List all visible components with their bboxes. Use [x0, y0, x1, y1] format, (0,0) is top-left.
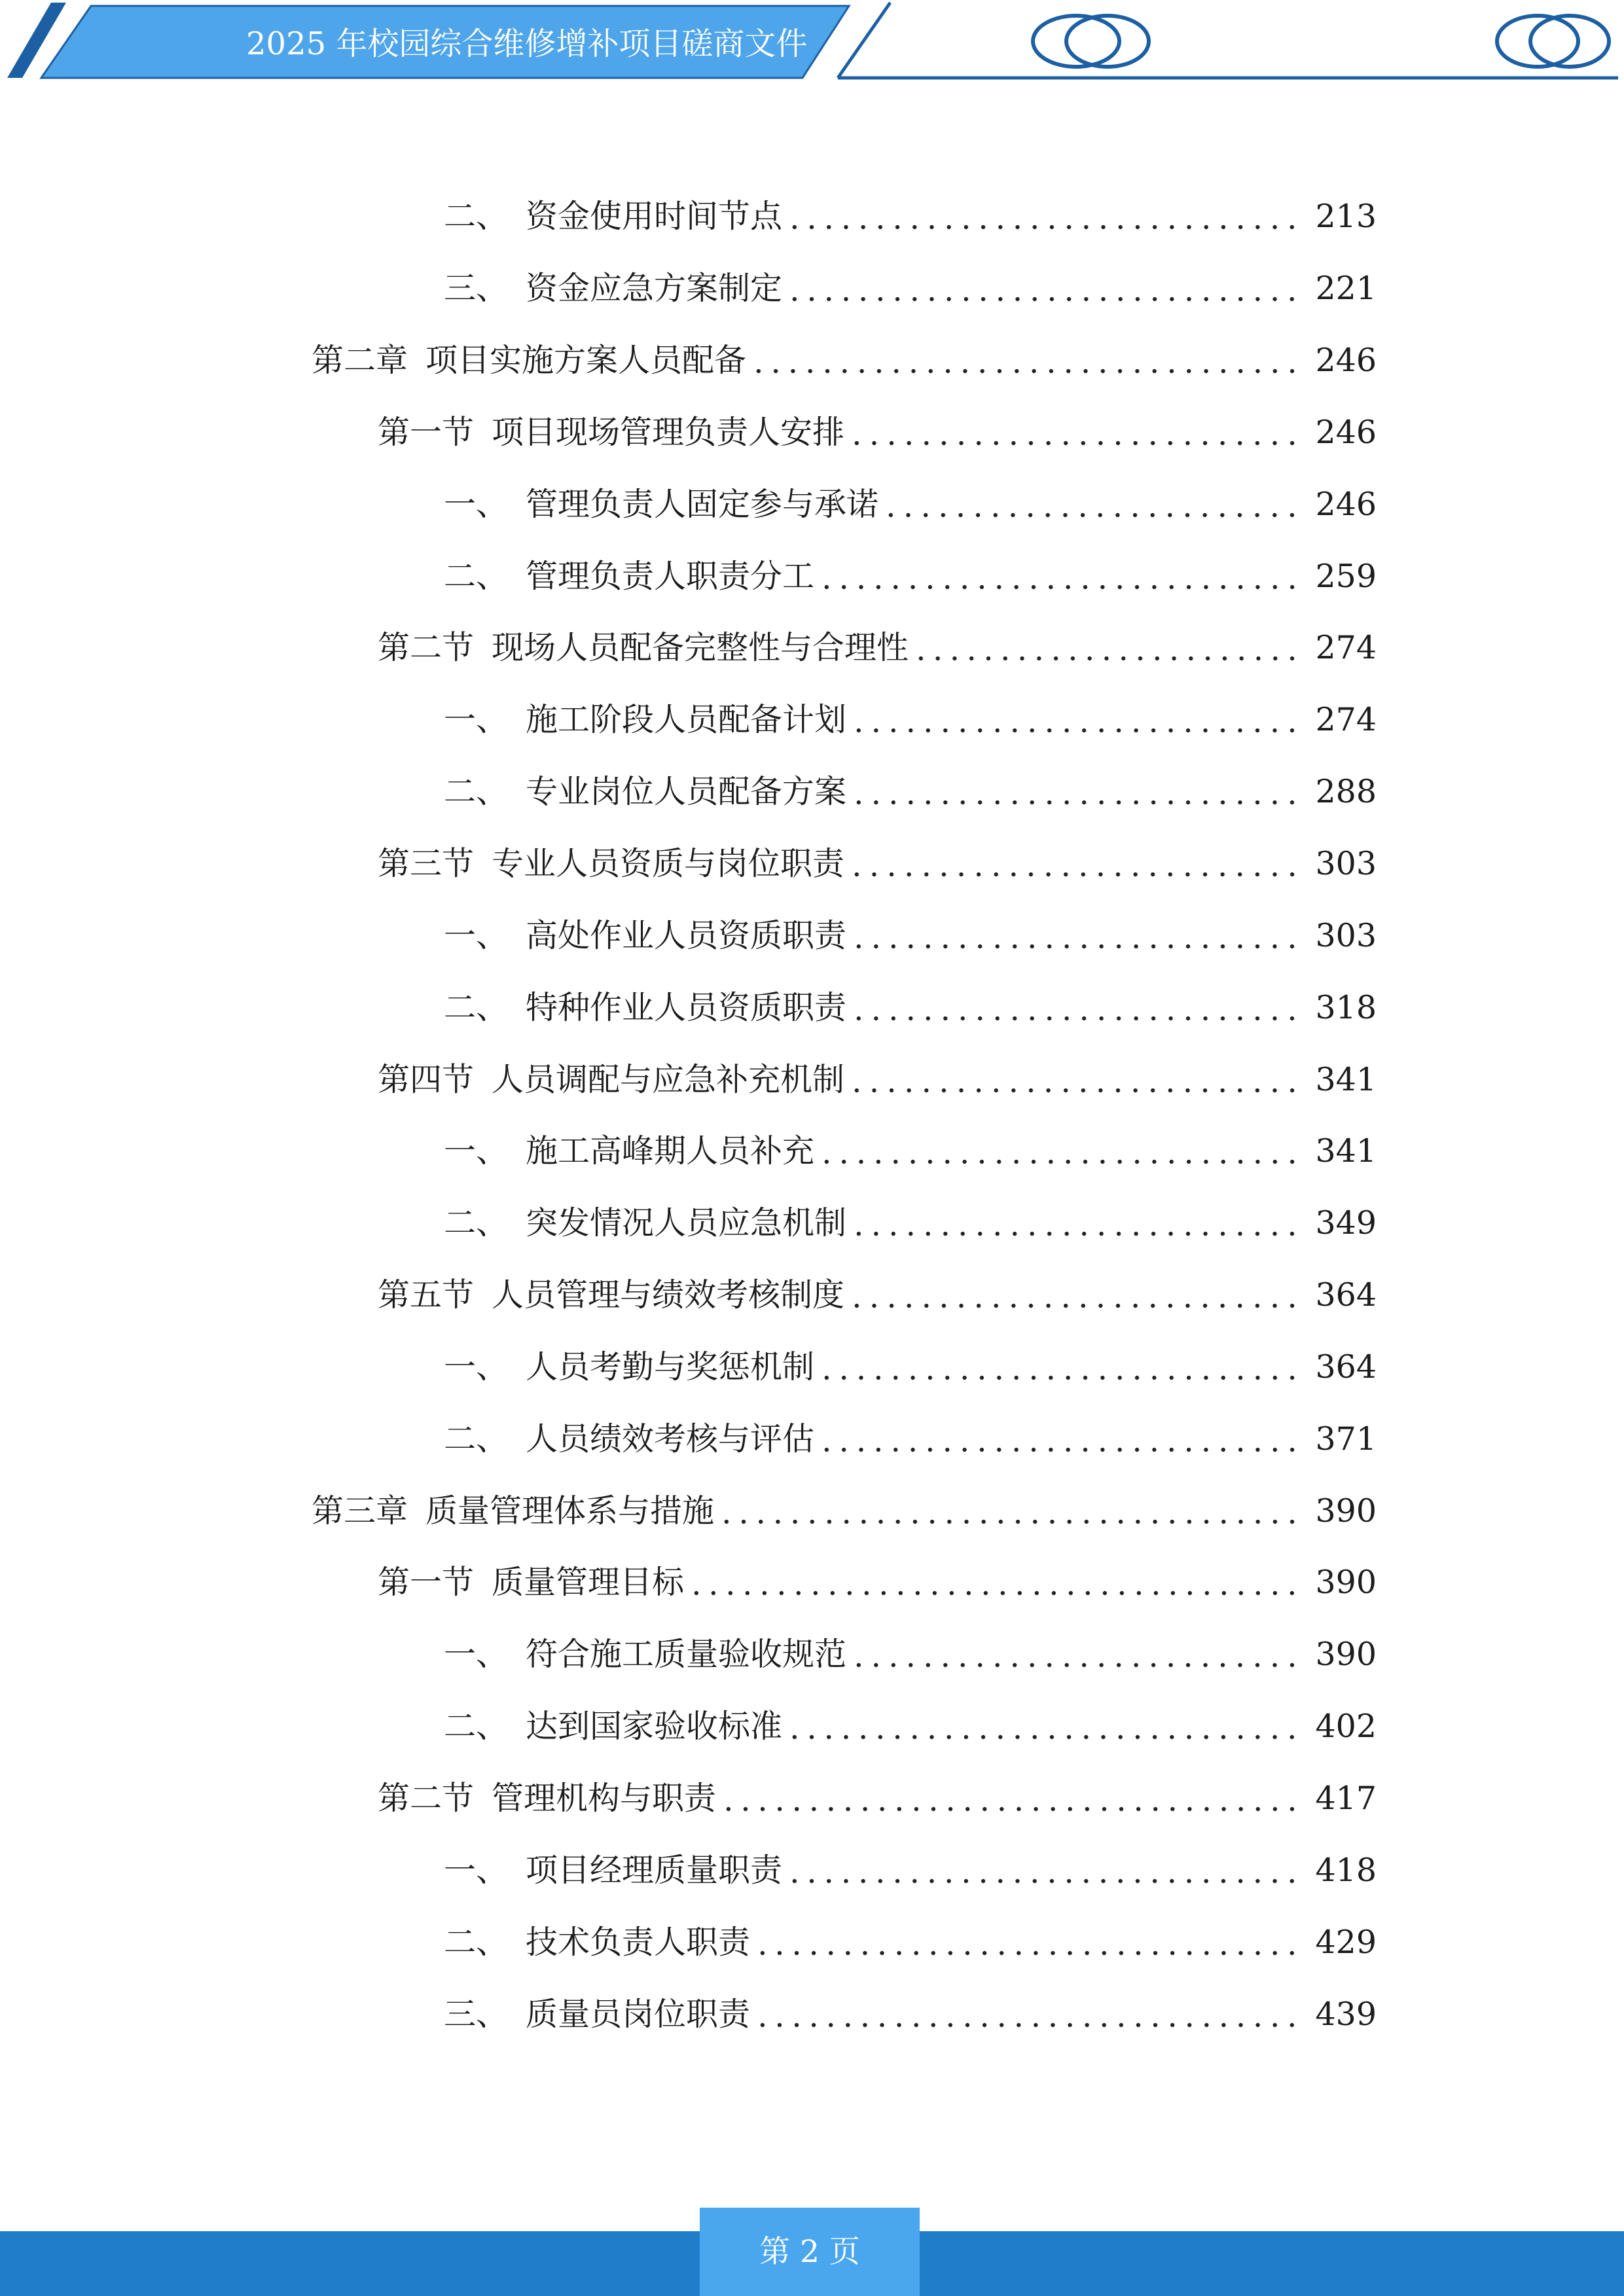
toc-entry[interactable] — [0, 397, 1377, 469]
dot-leader — [912, 632, 1301, 664]
toc-entry-number: 一、 — [444, 916, 509, 954]
toc-entry-page: 303 — [1315, 916, 1377, 954]
toc-entry[interactable] — [0, 1619, 1377, 1691]
toc-entry[interactable] — [0, 325, 1377, 397]
toc-entry-title: 资金应急方案制定 — [526, 270, 783, 308]
toc-entry-page: 341 — [1315, 1132, 1377, 1170]
toc-entry-title: 管理负责人固定参与承诺 — [526, 485, 879, 523]
toc-entry[interactable] — [0, 1403, 1377, 1475]
toc-entry-page: 341 — [1315, 1060, 1377, 1098]
toc-entry-title: 专业人员资质与岗位职责 — [492, 845, 845, 883]
dot-leader — [848, 1064, 1301, 1096]
toc-entry-title: 施工阶段人员配备计划 — [526, 701, 847, 739]
toc-entry-number: 二、 — [444, 1708, 509, 1746]
toc-entry-number: 二、 — [444, 773, 509, 811]
toc-entry-number: 第一节 — [378, 1564, 475, 1602]
toc-entry[interactable] — [0, 1187, 1377, 1259]
toc-entry-title: 人员管理与绩效考核制度 — [492, 1276, 845, 1314]
toc-entry-page: 439 — [1315, 1995, 1377, 2033]
toc-entry-number: 第四节 — [378, 1060, 475, 1098]
toc-entry-number: 二、 — [444, 1420, 509, 1458]
dot-leader — [786, 1854, 1301, 1886]
toc-entry-title: 项目实施方案人员配备 — [425, 342, 747, 380]
dot-leader — [882, 488, 1301, 520]
dot-leader — [850, 992, 1301, 1024]
dot-leader — [848, 1279, 1301, 1311]
toc-entry-title: 达到国家验收标准 — [526, 1708, 783, 1746]
toc-entry-number: 二、 — [444, 1923, 509, 1961]
dot-leader — [850, 776, 1301, 808]
toc-entry-page: 364 — [1315, 1348, 1377, 1386]
toc-entry[interactable] — [0, 756, 1377, 828]
toc-entry-title: 管理机构与职责 — [492, 1779, 717, 1817]
toc-entry-page: 303 — [1315, 845, 1377, 883]
dot-leader — [688, 1566, 1301, 1598]
header-decoration — [0, 0, 1624, 85]
dot-leader — [720, 1782, 1301, 1814]
toc-entry-title: 质量管理体系与措施 — [425, 1492, 715, 1530]
toc-entry[interactable] — [0, 1906, 1377, 1978]
toc-entry-page: 246 — [1315, 485, 1377, 523]
toc-entry-page: 390 — [1315, 1564, 1377, 1602]
toc-entry-title: 突发情况人员应急机制 — [526, 1204, 847, 1242]
toc-entry-title: 人员调配与应急补充机制 — [492, 1060, 845, 1098]
toc-entry[interactable] — [0, 1475, 1377, 1547]
toc-entry-page: 364 — [1315, 1276, 1377, 1314]
toc-entry-page: 259 — [1315, 557, 1377, 595]
toc-entry[interactable] — [0, 1259, 1377, 1331]
dot-leader — [818, 1423, 1301, 1455]
toc-entry-number: 一、 — [444, 1636, 509, 1674]
toc-entry-number: 第三节 — [378, 845, 475, 883]
toc-entry-title: 项目现场管理负责人安排 — [492, 413, 845, 451]
toc-entry-number: 第二节 — [378, 1779, 475, 1817]
toc-entry-page: 246 — [1315, 413, 1377, 451]
toc-entry[interactable] — [0, 971, 1377, 1043]
toc-entry-number: 第三章 — [312, 1492, 408, 1530]
dot-leader — [818, 1351, 1301, 1383]
dot-leader — [754, 1998, 1301, 2030]
page-number-label: 第 2 页 — [759, 2234, 860, 2270]
dot-leader — [786, 200, 1301, 232]
double-ring-logo-icon — [1497, 16, 1609, 67]
toc-entry-page: 288 — [1315, 773, 1377, 811]
toc-entry-title: 质量员岗位职责 — [526, 1995, 751, 2033]
toc-entry-number: 二、 — [444, 198, 509, 236]
toc-entry-number: 二、 — [444, 988, 509, 1026]
toc-entry-title: 质量管理目标 — [492, 1564, 685, 1602]
dot-leader — [850, 1638, 1301, 1670]
toc-entry-page: 318 — [1315, 988, 1377, 1026]
toc-entry[interactable] — [0, 253, 1377, 325]
toc-entry-number: 第二节 — [378, 629, 475, 667]
toc-entry-title: 项目经理质量职责 — [526, 1851, 783, 1889]
toc-entry-number: 三、 — [444, 1995, 509, 2033]
toc-entry-page: 429 — [1315, 1923, 1377, 1961]
toc-entry[interactable] — [0, 468, 1377, 540]
toc-entry-title: 符合施工质量验收规范 — [526, 1636, 847, 1674]
toc-entry-number: 三、 — [444, 270, 509, 308]
toc-entry-title: 人员绩效考核与评估 — [526, 1420, 815, 1458]
toc-entry-title: 人员考勤与奖惩机制 — [526, 1348, 815, 1386]
toc-entry-page: 213 — [1315, 198, 1377, 236]
toc-entry-page: 349 — [1315, 1204, 1377, 1242]
toc-entry-page: 402 — [1315, 1708, 1377, 1746]
dot-leader — [750, 344, 1301, 376]
toc-entry-page: 274 — [1315, 701, 1377, 739]
toc-entry[interactable] — [0, 1691, 1377, 1763]
toc-entry-title: 资金使用时间节点 — [526, 198, 783, 236]
toc-entry-page: 390 — [1315, 1636, 1377, 1674]
toc-entry-page: 246 — [1315, 342, 1377, 380]
toc-entry[interactable] — [0, 1115, 1377, 1187]
toc-entry-page: 417 — [1315, 1779, 1377, 1817]
toc-entry[interactable] — [0, 181, 1377, 253]
dot-leader — [850, 920, 1301, 952]
toc-entry-page: 390 — [1315, 1492, 1377, 1530]
header-slash — [838, 3, 890, 78]
toc-entry-number: 二、 — [444, 557, 509, 595]
toc-entry[interactable] — [0, 1547, 1377, 1619]
toc-entry-number: 一、 — [444, 701, 509, 739]
dot-leader — [818, 1135, 1301, 1167]
toc-entry[interactable] — [0, 828, 1377, 900]
toc-entry-title: 管理负责人职责分工 — [526, 557, 815, 595]
toc-entry[interactable] — [0, 1043, 1377, 1115]
toc-entry-number: 一、 — [444, 485, 509, 523]
toc-entry[interactable] — [0, 1834, 1377, 1906]
toc-entry-number: 一、 — [444, 1851, 509, 1889]
toc-entry[interactable] — [0, 1331, 1377, 1403]
toc-entry-title: 施工高峰期人员补充 — [526, 1132, 815, 1170]
toc-entry-page: 221 — [1315, 270, 1377, 308]
toc-entry[interactable] — [0, 540, 1377, 612]
toc-entry-number: 第二章 — [312, 342, 408, 380]
table-of-contents — [0, 181, 1377, 2050]
toc-entry-title: 技术负责人职责 — [526, 1923, 751, 1961]
dot-leader — [848, 848, 1301, 880]
dot-leader — [850, 1207, 1301, 1239]
dot-leader — [848, 416, 1301, 448]
toc-entry-number: 一、 — [444, 1132, 509, 1170]
dot-leader — [718, 1495, 1301, 1527]
toc-entry-page: 418 — [1315, 1851, 1377, 1889]
toc-entry[interactable] — [0, 1763, 1377, 1835]
dot-leader — [818, 560, 1301, 592]
dot-leader — [786, 272, 1301, 304]
dot-leader — [786, 1710, 1301, 1742]
dot-leader — [754, 1926, 1301, 1958]
toc-entry-title: 专业岗位人员配备方案 — [526, 773, 847, 811]
dot-leader — [850, 704, 1301, 736]
toc-entry[interactable] — [0, 1978, 1377, 2050]
toc-entry-page: 371 — [1315, 1420, 1377, 1458]
toc-entry-title: 特种作业人员资质职责 — [526, 988, 847, 1026]
ring — [1497, 16, 1578, 67]
toc-entry-number: 一、 — [444, 1348, 509, 1386]
toc-entry-title: 高处作业人员资质职责 — [526, 916, 847, 954]
toc-entry-number: 第五节 — [378, 1276, 475, 1314]
toc-entry-page: 274 — [1315, 629, 1377, 667]
toc-entry[interactable] — [0, 684, 1377, 756]
page-number-box — [700, 2208, 920, 2296]
toc-entry-title: 现场人员配备完整性与合理性 — [492, 629, 909, 667]
toc-entry-number: 二、 — [444, 1204, 509, 1242]
toc-entry[interactable] — [0, 612, 1377, 684]
document-title: 2025 年校园综合维修增补项目磋商文件 — [246, 26, 808, 62]
toc-entry[interactable] — [0, 899, 1377, 971]
double-ring-logo-icon — [1033, 16, 1149, 67]
toc-entry-number: 第一节 — [378, 413, 475, 451]
